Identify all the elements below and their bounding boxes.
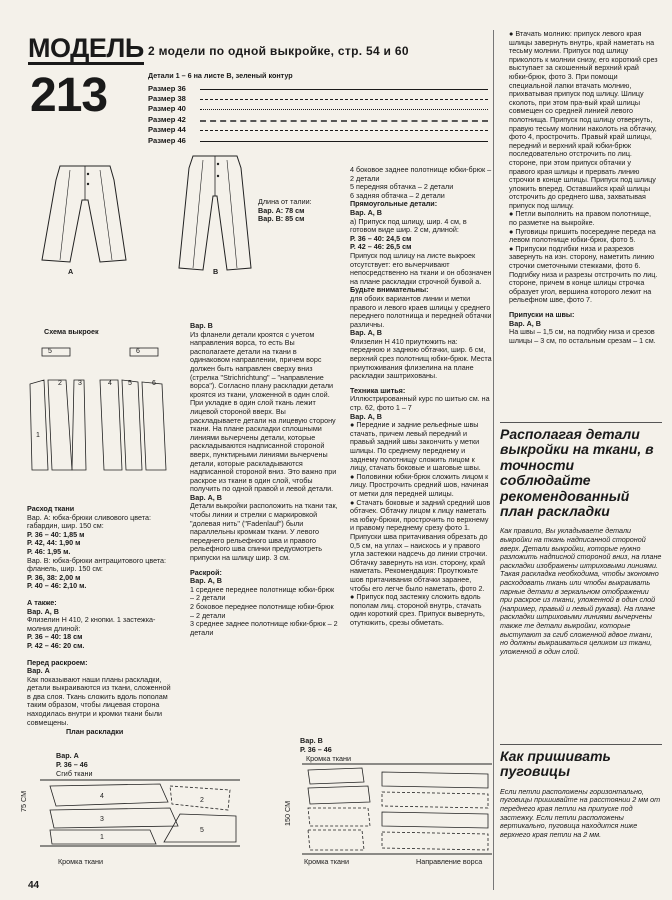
- tip-buttons-body: Если петли расположены горизонтально, пуговицы пришивайте на расстоянии 2 мм от переднего края петли на припуске под застежку. Если петли расположены вертикально, пуговица находится ниже верхнего края петли на 2 мм.: [500, 786, 661, 839]
- tip-layout-heading: Располагая детали выкройки на ткани, в точности соблюдайте рекомендованный план раскладки: [500, 426, 654, 520]
- layout-plan-b-sizes: Р. 36 – 46: [300, 745, 332, 754]
- size-row: Размер 46: [148, 136, 488, 146]
- scheme-piece-label: 2: [58, 380, 62, 387]
- column-divider: [493, 30, 494, 890]
- layout-plan-a-variant: Вар. А: [56, 751, 79, 760]
- size-row: Размер 36: [148, 84, 488, 94]
- garment-sketch-a: [30, 160, 140, 270]
- tip-buttons: [500, 744, 662, 839]
- layout-plan-b: [302, 764, 492, 856]
- model-number: 213: [30, 69, 108, 122]
- scheme-title: Схема выкроек: [44, 327, 99, 336]
- size-row: Размер 44: [148, 125, 488, 135]
- svg-text:1: 1: [100, 834, 104, 841]
- page-number: 44: [28, 880, 40, 891]
- tip-buttons-heading: Как пришивать пуговицы: [500, 748, 611, 780]
- layout-plan-a-selvage: Кромка ткани: [58, 857, 103, 866]
- size-legend: [148, 72, 488, 146]
- size-legend-intro: Детали 1 – 6 на листе В, зеленый контур: [148, 71, 293, 80]
- layout-plan-a-sizes: Р. 36 – 46: [56, 760, 88, 769]
- length-info: Длина от талии: Вар. А: 78 см Вар. В: 85 см: [258, 197, 312, 224]
- svg-text:2: 2: [200, 797, 204, 804]
- figure-label-b: В: [213, 267, 219, 276]
- nap-direction-label: Направление ворса: [416, 857, 483, 866]
- size-row: Размер 40: [148, 104, 488, 114]
- column-sewing: 4 боковое заднее полотнище юбки-брюк – 2 детали 5 передняя обтачка – 2 детали 6 задняя обтачка – 2 детали Прямоугольные детали: Вар. А, В a) Припуск под шлицу, шир. 4 см, в готовом виде шир. 2 см, длиной: Р. 36 – 40: 24,5 см Р. 42 – 46: 26,5 см Припуск под шлицу на листе выкроек отсутствует: его вычерчивают непосредственно на ткани и он обозначен на плане раскладки строчной буквой a. Будьте внимательны: для обоих вариантов линии и метки правого и левого краев шлицы у среднего переднего полотнища и передней обтачки различны. Вар. А, В Флизелин Н 410 приутюжить на: переднюю и заднюю обтачки, шир. 6 см, верхний срез полотнищ юбки-брюк. Места приутюживания флизелина на плане раскладки заштрихованы. Техника шитья: Иллюстрированный курс по шитью см. на стр. 62, фото 1 – 7 Вар. А, В ● Передние и задние рельефные швы стачать, причем левый передний и правый задний швы закончить у метки шлицы. По среднему переднему и заднему полотнищу сложить лицом к лицу, стачать боковые и шаговые швы. ● Половинки юбки-брюк сложить лицом к лицу. Прострочить средний шов, начиная от метки для передней шлицы. ● Стачать боковые и задний средний шов обтачек. Обтачку лицом к лицу наметать на юбку-брюки, прострочить по верхнему и правому переднему срезу фото 1. Припуски шва притачивания обрезать до 0,5 см, на углах – наискось и у правого угла застежки надсечь до линии строчки. Обтачку завернуть на изн. сторону, край наметать. Рекомендация: Проутюжьте шов притачивания обтачки заранее, чтобы его легче было наметать, фото 2. ● Припуск под застежку сложить вдоль пополам лиц. стороной внутрь, стачать один короткий срез. Припуск вывернуть, отутюжить, срезы обметать.: [350, 165, 492, 627]
- layout-plan-b-width: 150 СМ: [283, 800, 292, 826]
- scheme-piece-label: 1: [36, 432, 40, 439]
- garment-sketch-b: [175, 150, 255, 275]
- size-row: Размер 42: [148, 115, 488, 125]
- model-label: МОДЕЛЬ: [28, 33, 144, 63]
- scheme-piece-label: 6: [136, 348, 140, 355]
- figure-label-a: А: [68, 267, 74, 276]
- layout-plan-title: План раскладки: [66, 727, 124, 736]
- svg-text:3: 3: [100, 816, 104, 823]
- column-materials: Расход ткани Вар. А: юбка-брюки сливового цвета: габардин, шир. 150 см: Р. 36 – 40: 1,85 м Р. 42, 44: 1,90 м Р. 46: 1,95 м. Вар. В: юбка-брюки антрацитового цвета: фланель, шир. 150 см: Р. 36, 38: 2,00 м Р. 40 – 46: 2,10 м. А также: Вар. А, В Флизелин Н 410, 2 кнопки. 1 застежка-молния длиной: Р. 36 – 40: 18 см Р. 42 – 46: 20 см. Перед раскроем: Вар. А Как показывают наши планы раскладки, детали выкраиваются из ткани, сложенной в два слоя. Ткань сложить вдоль пополам таким образом, чтобы лицевая сторона находилась внутри и кромки ткани были совмещены.: [27, 504, 171, 727]
- layout-plan-a: [40, 780, 240, 850]
- layout-plan-a-fold: Сгиб ткани: [56, 769, 93, 778]
- page-title: 2 модели по одной выкройке, стр. 54 и 60: [148, 44, 409, 58]
- scheme-piece-label: 5: [128, 380, 132, 387]
- layout-plan-b-variant: Вар. В: [300, 736, 323, 745]
- scheme-piece-label: 6: [152, 380, 156, 387]
- pattern-scheme: [26, 340, 176, 480]
- tip-layout-body: Как правило, Вы укладываете детали выкройки на ткань надписанной стороной вверх. Детали выкройки, которые нужно разложить надписной стороной вниз, на плане раскладки изображены штриховыми линиями. Такая раскладка необходима, чтобы экономно расходовать ткань или чтобы выкраивать парные детали в зеркальном отображении при раскрое из ткани, уложенной в один слой (например, правый и левый рукава). На плане раскладки штриховыми линиями вычерчены также те детали выкройки, которые выступают за сгиб сложенной вдвое ткани, но должны выкраиваться целиком из ткани, уложенной в один слой.: [500, 526, 662, 656]
- size-row: Размер 38: [148, 94, 488, 104]
- column-finishing: ● Втачать молнию: припуск левого края шлицы завернуть внутрь, край наметать на тесьму молнии. Припуск под шлицу приколоть к молнии снизу, его короткий срез выступает за скошенный верхний край юбки-брюк, фото 3. При помощи специальной лапки втачать молнию, прихватывая припуск под шлицу. Шлицу сколоть, при этом пра-вый край шлицы совмещен со средней линией левого полотнища. Припуск под шлицу отвернуть, правую тесьму молнии наколоть на обтачку, фото 4, прострочить. Правый край шлицы, передний и верхний край юбки-брюк последовательно отстрочить по лиц. стороне, при этом припуск обтачки у правого края шлицы и прервать линию строчки в конце шлицы. Припуск под шлицу уложить вперед. Оставшийся край шлицы отстрочить до среднего шва, захватывая припуск под шлицу. ● Петли выполнить на правом полотнище, по разметке на выкройке. ● Пуговицы пришить посередине переда на левом полотнище юбки-брюк, фото 5. ● Припуски подгибки низа и разрезов завернуть на изн. сторону, наметить линию строчки сметочными стежками, фото 6. Подгибку низа и разрезы отстрочить по лиц. стороне, причем в конце шлицы строчка образует угол, вершина которого лежит на рельефном шве, фото 7. Припуски на швы: Вар. А, В На швы – 1,5 см, на подгибку низа и срезов шлицы – 3 см, по остальным срезам – 1 см.: [509, 29, 658, 345]
- layout-plan-a-width: 75 СМ: [19, 790, 28, 812]
- scheme-piece-label: 4: [108, 380, 112, 387]
- svg-text:5: 5: [200, 827, 204, 834]
- layout-plan-b-selvage-bottom: Кромка ткани: [304, 857, 349, 866]
- scheme-piece-label: 5: [48, 348, 52, 355]
- scheme-piece-label: 3: [78, 380, 82, 387]
- layout-plan-b-selvage-top: Кромка ткани: [306, 754, 351, 763]
- svg-text:4: 4: [100, 793, 104, 800]
- tip-layout: [500, 422, 662, 656]
- column-cutting: Вар. В Из фланели детали кроятся с учетом направления ворса, то есть Вы располагаете детали на ткани в одинаковом направлении, причем ворс должен быть направлен сверху вниз (стрелка "Strichrichtung" – "направление ворса"). Согласно плану раскладки детали кроятся из ткани, уложенной в один слой. При укладке в один слой ткань лежит лицевой стороной вверх. Вы раскладываете детали на лицевую сторону ткани. На плане раскладки сплошными линиями вычерчены детали, которые раскладываются надписанной стороной вверх, пунктирными линиями вычерчены детали, которые раскладываются надписанной стороной вниз. Это важно при раскрое из ткани в один слой, чтобы получить по одной правой и левой детали. Вар. А, В Детали выкройки расположить на ткани так, чтобы линии и стрелки с маркировкой "долевая нить" ("Fadenlauf") были параллельны кромкам ткани. У левого переднего рельефного шва и правого рельефного шва спинки предусмотреть припуски на шлицу шир. 3 см. Раскрой: Вар. А, В 1 среднее переднее полотнище юбки-брюк – 2 детали 2 боковое переднее полотнище юбки-брюк – 2 детали 3 среднее заднее полотнище юбки-брюк – 2 детали: [190, 321, 338, 637]
